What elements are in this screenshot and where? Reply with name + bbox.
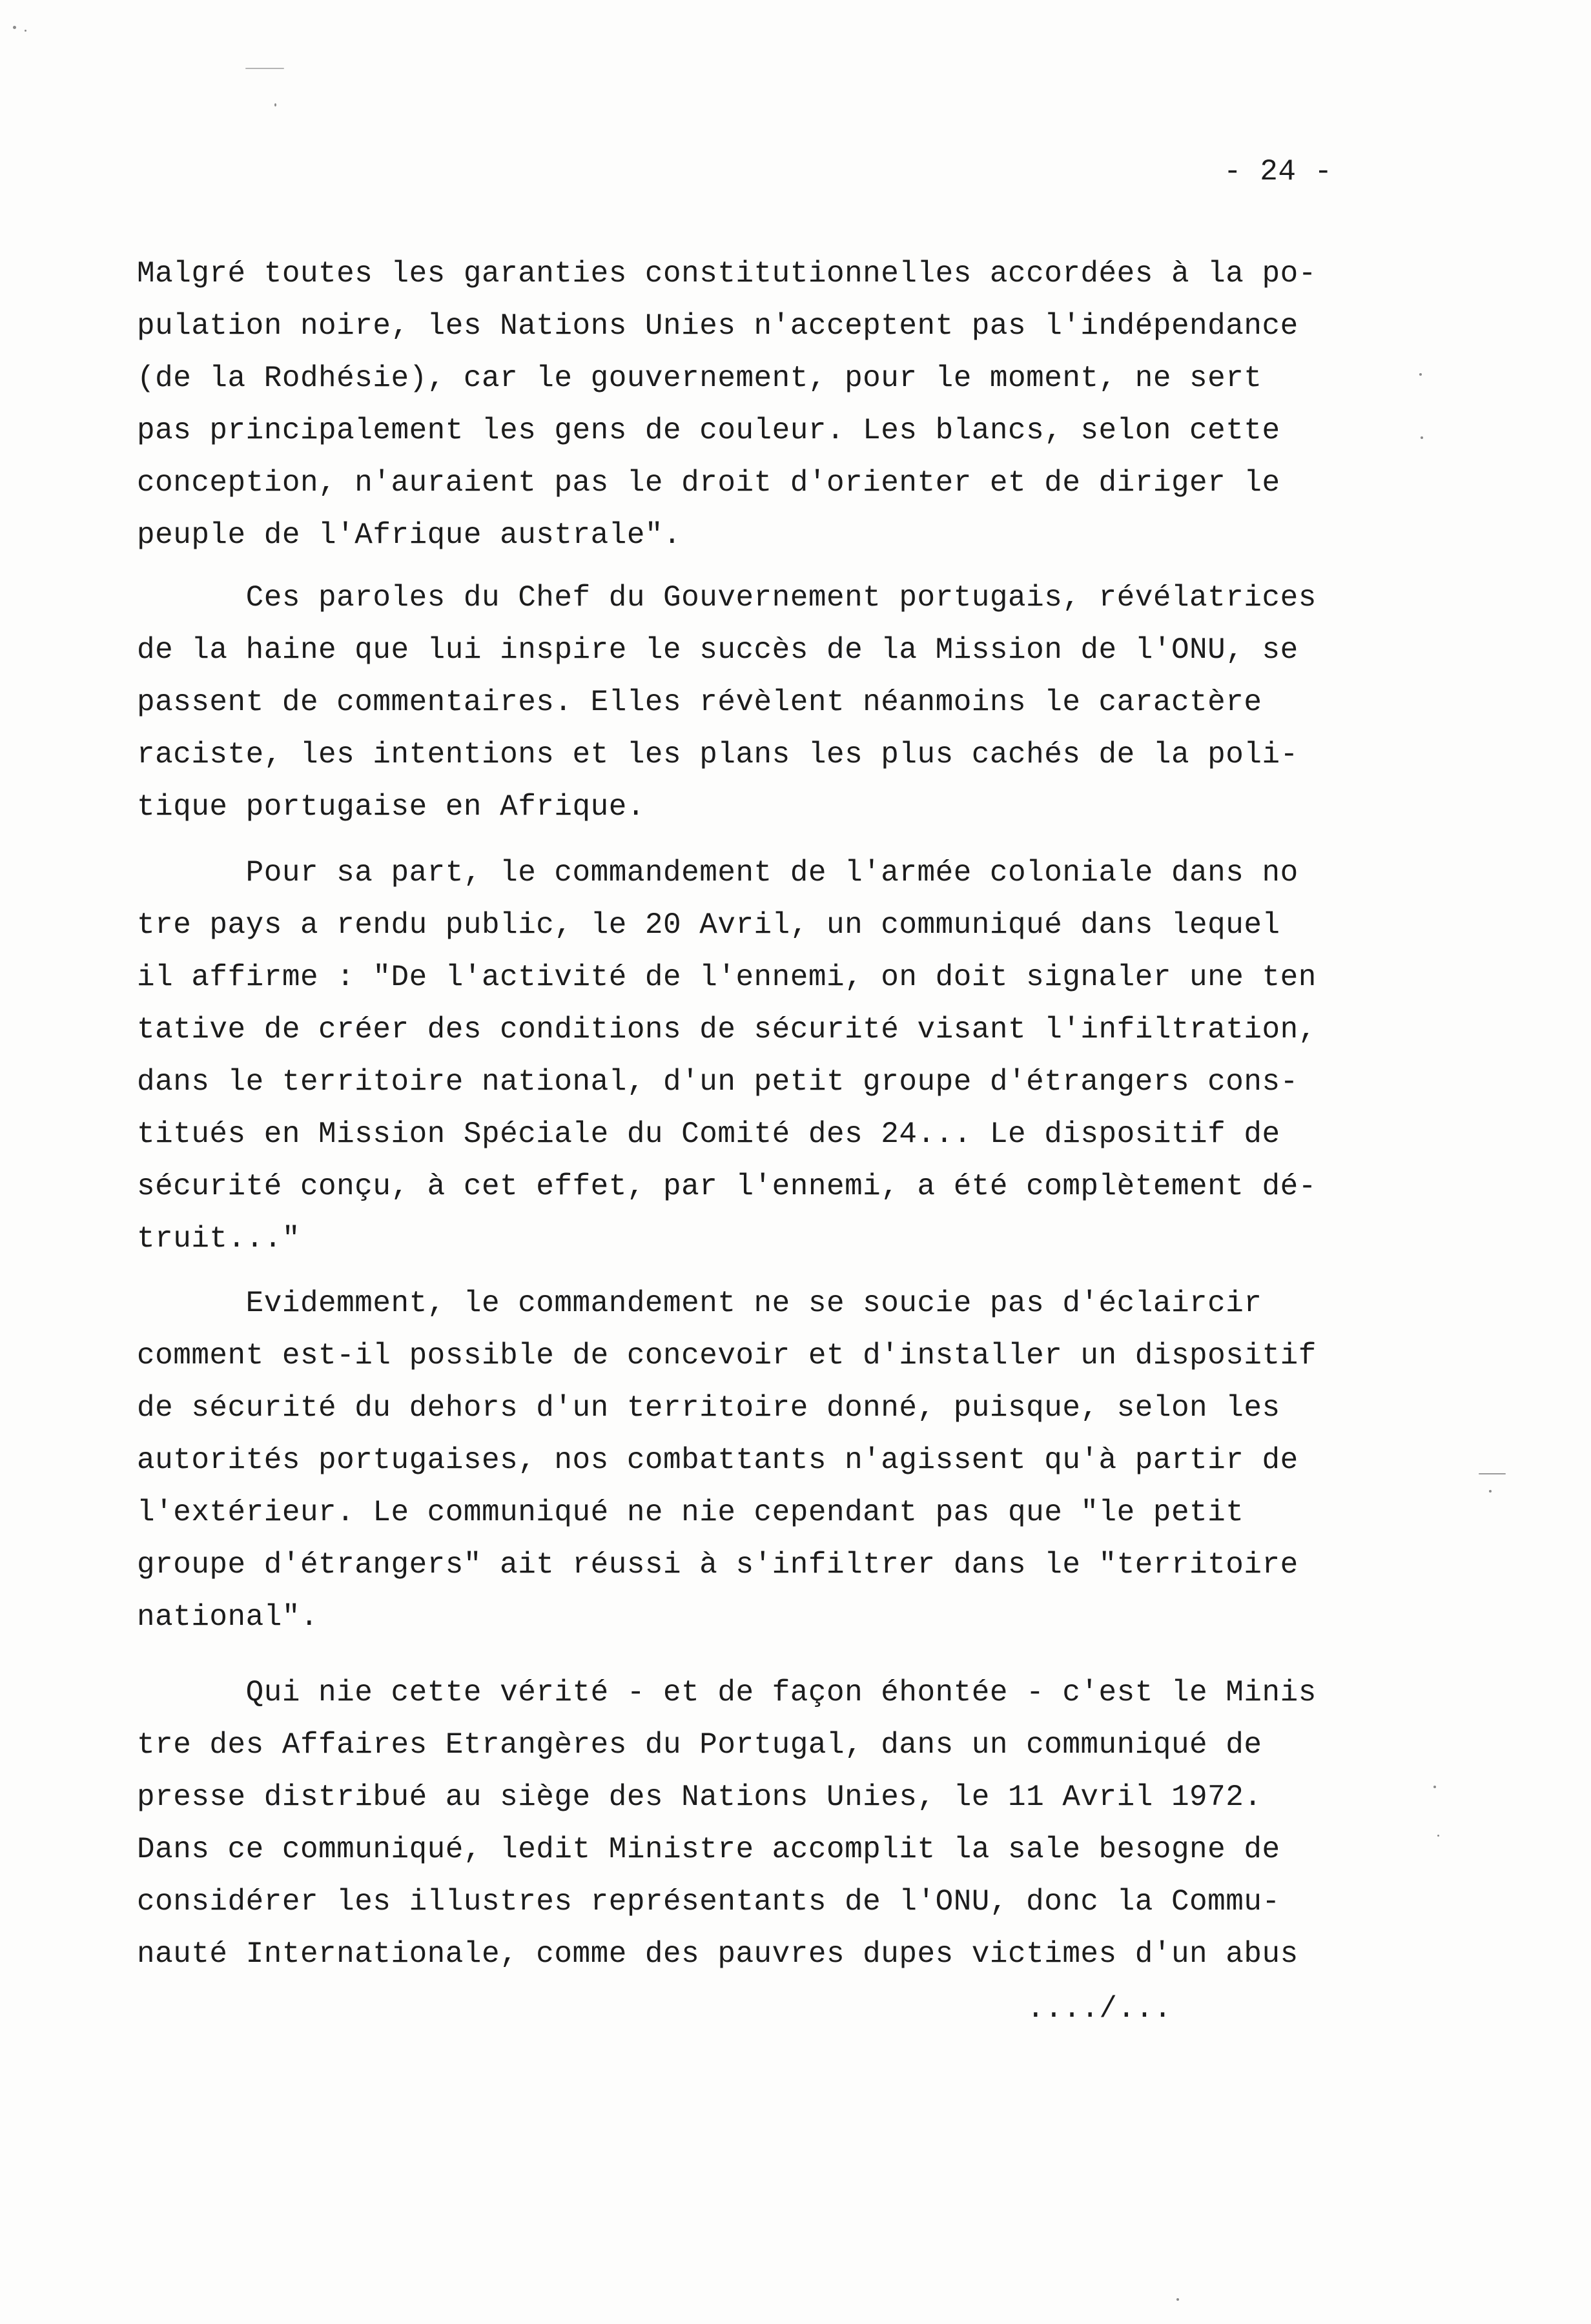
text-line: Ces paroles du Chef du Gouvernement portugais, révélatrices (137, 581, 1317, 615)
text-line: nauté Internationale, comme des pauvres dupes victimes d'un abus (137, 1937, 1298, 1971)
scan-speck (1479, 1473, 1506, 1474)
text-line: de sécurité du dehors d'un territoire donné, puisque, selon les (137, 1391, 1280, 1425)
text-line: Malgré toutes les garanties constitutionnelles accordées à la po- (137, 257, 1317, 290)
text-line: Pour sa part, le commandement de l'armée coloniale dans no (137, 856, 1298, 890)
scan-speck (1489, 1490, 1492, 1493)
text-line: passent de commentaires. Elles révèlent néanmoins le caractère (137, 686, 1262, 719)
text-line: sécurité conçu, à cet effet, par l'ennemi, a été complètement dé- (137, 1170, 1317, 1203)
scan-speck (13, 26, 16, 29)
text-line: tique portugaise en Afrique. (137, 790, 645, 824)
scan-speck (274, 103, 276, 107)
text-line: Dans ce communiqué, ledit Ministre accomplit la sale besogne de (137, 1833, 1280, 1866)
text-line: de la haine que lui inspire le succès de la Mission de l'ONU, se (137, 633, 1298, 667)
text-line: presse distribué au siège des Nations Unies, le 11 Avril 1972. (137, 1780, 1262, 1814)
scan-speck (1437, 1835, 1439, 1837)
text-line: dans le territoire national, d'un petit groupe d'étrangers cons- (137, 1065, 1298, 1099)
text-line: autorités portugaises, nos combattants n'agissent qu'à partir de (137, 1443, 1298, 1477)
scan-speck (1176, 2298, 1179, 2301)
text-line: l'extérieur. Le communiqué ne nie cependant pas que "le petit (137, 1496, 1244, 1529)
text-line: comment est-il possible de concevoir et d'installer un dispositif (137, 1339, 1317, 1372)
text-line: titués en Mission Spéciale du Comité des 24... Le dispositif de (137, 1117, 1280, 1151)
scan-speck (1421, 436, 1423, 439)
text-line: considérer les illustres représentants de l'ONU, donc la Commu- (137, 1885, 1280, 1919)
text-line: tative de créer des conditions de sécurité visant l'infiltration, (137, 1013, 1317, 1046)
scan-speck (1419, 373, 1422, 376)
page-number: - 24 - (1224, 155, 1333, 189)
text-line: (de la Rodhésie), car le gouvernement, pour le moment, ne sert (137, 362, 1262, 395)
text-line: groupe d'étrangers" ait réussi à s'infiltrer dans le "territoire (137, 1548, 1298, 1582)
scan-speck (25, 30, 26, 32)
text-line: pulation noire, les Nations Unies n'acceptent pas l'indépendance (137, 309, 1298, 343)
text-line: Evidemment, le commandement ne se soucie pas d'éclaircir (137, 1287, 1262, 1320)
text-line: national". (137, 1600, 319, 1634)
text-line: conception, n'auraient pas le droit d'orienter et de diriger le (137, 466, 1280, 500)
text-line: Qui nie cette vérité - et de façon éhontée - c'est le Minis (137, 1676, 1317, 1709)
text-line: tre pays a rendu public, le 20 Avril, un communiqué dans lequel (137, 908, 1280, 942)
text-line: raciste, les intentions et les plans les plus cachés de la poli- (137, 738, 1298, 771)
text-line: pas principalement les gens de couleur. Les blancs, selon cette (137, 414, 1280, 447)
text-line: tre des Affaires Etrangères du Portugal, dans un communiqué de (137, 1728, 1262, 1762)
scan-speck (245, 68, 284, 69)
scan-speck (1433, 1786, 1436, 1788)
text-line: il affirme : "De l'activité de l'ennemi, on doit signaler une ten (137, 961, 1317, 994)
text-line: truit..." (137, 1222, 300, 1256)
text-line: peuple de l'Afrique australe". (137, 518, 682, 552)
continuation-mark: ..../... (1027, 1992, 1172, 2026)
